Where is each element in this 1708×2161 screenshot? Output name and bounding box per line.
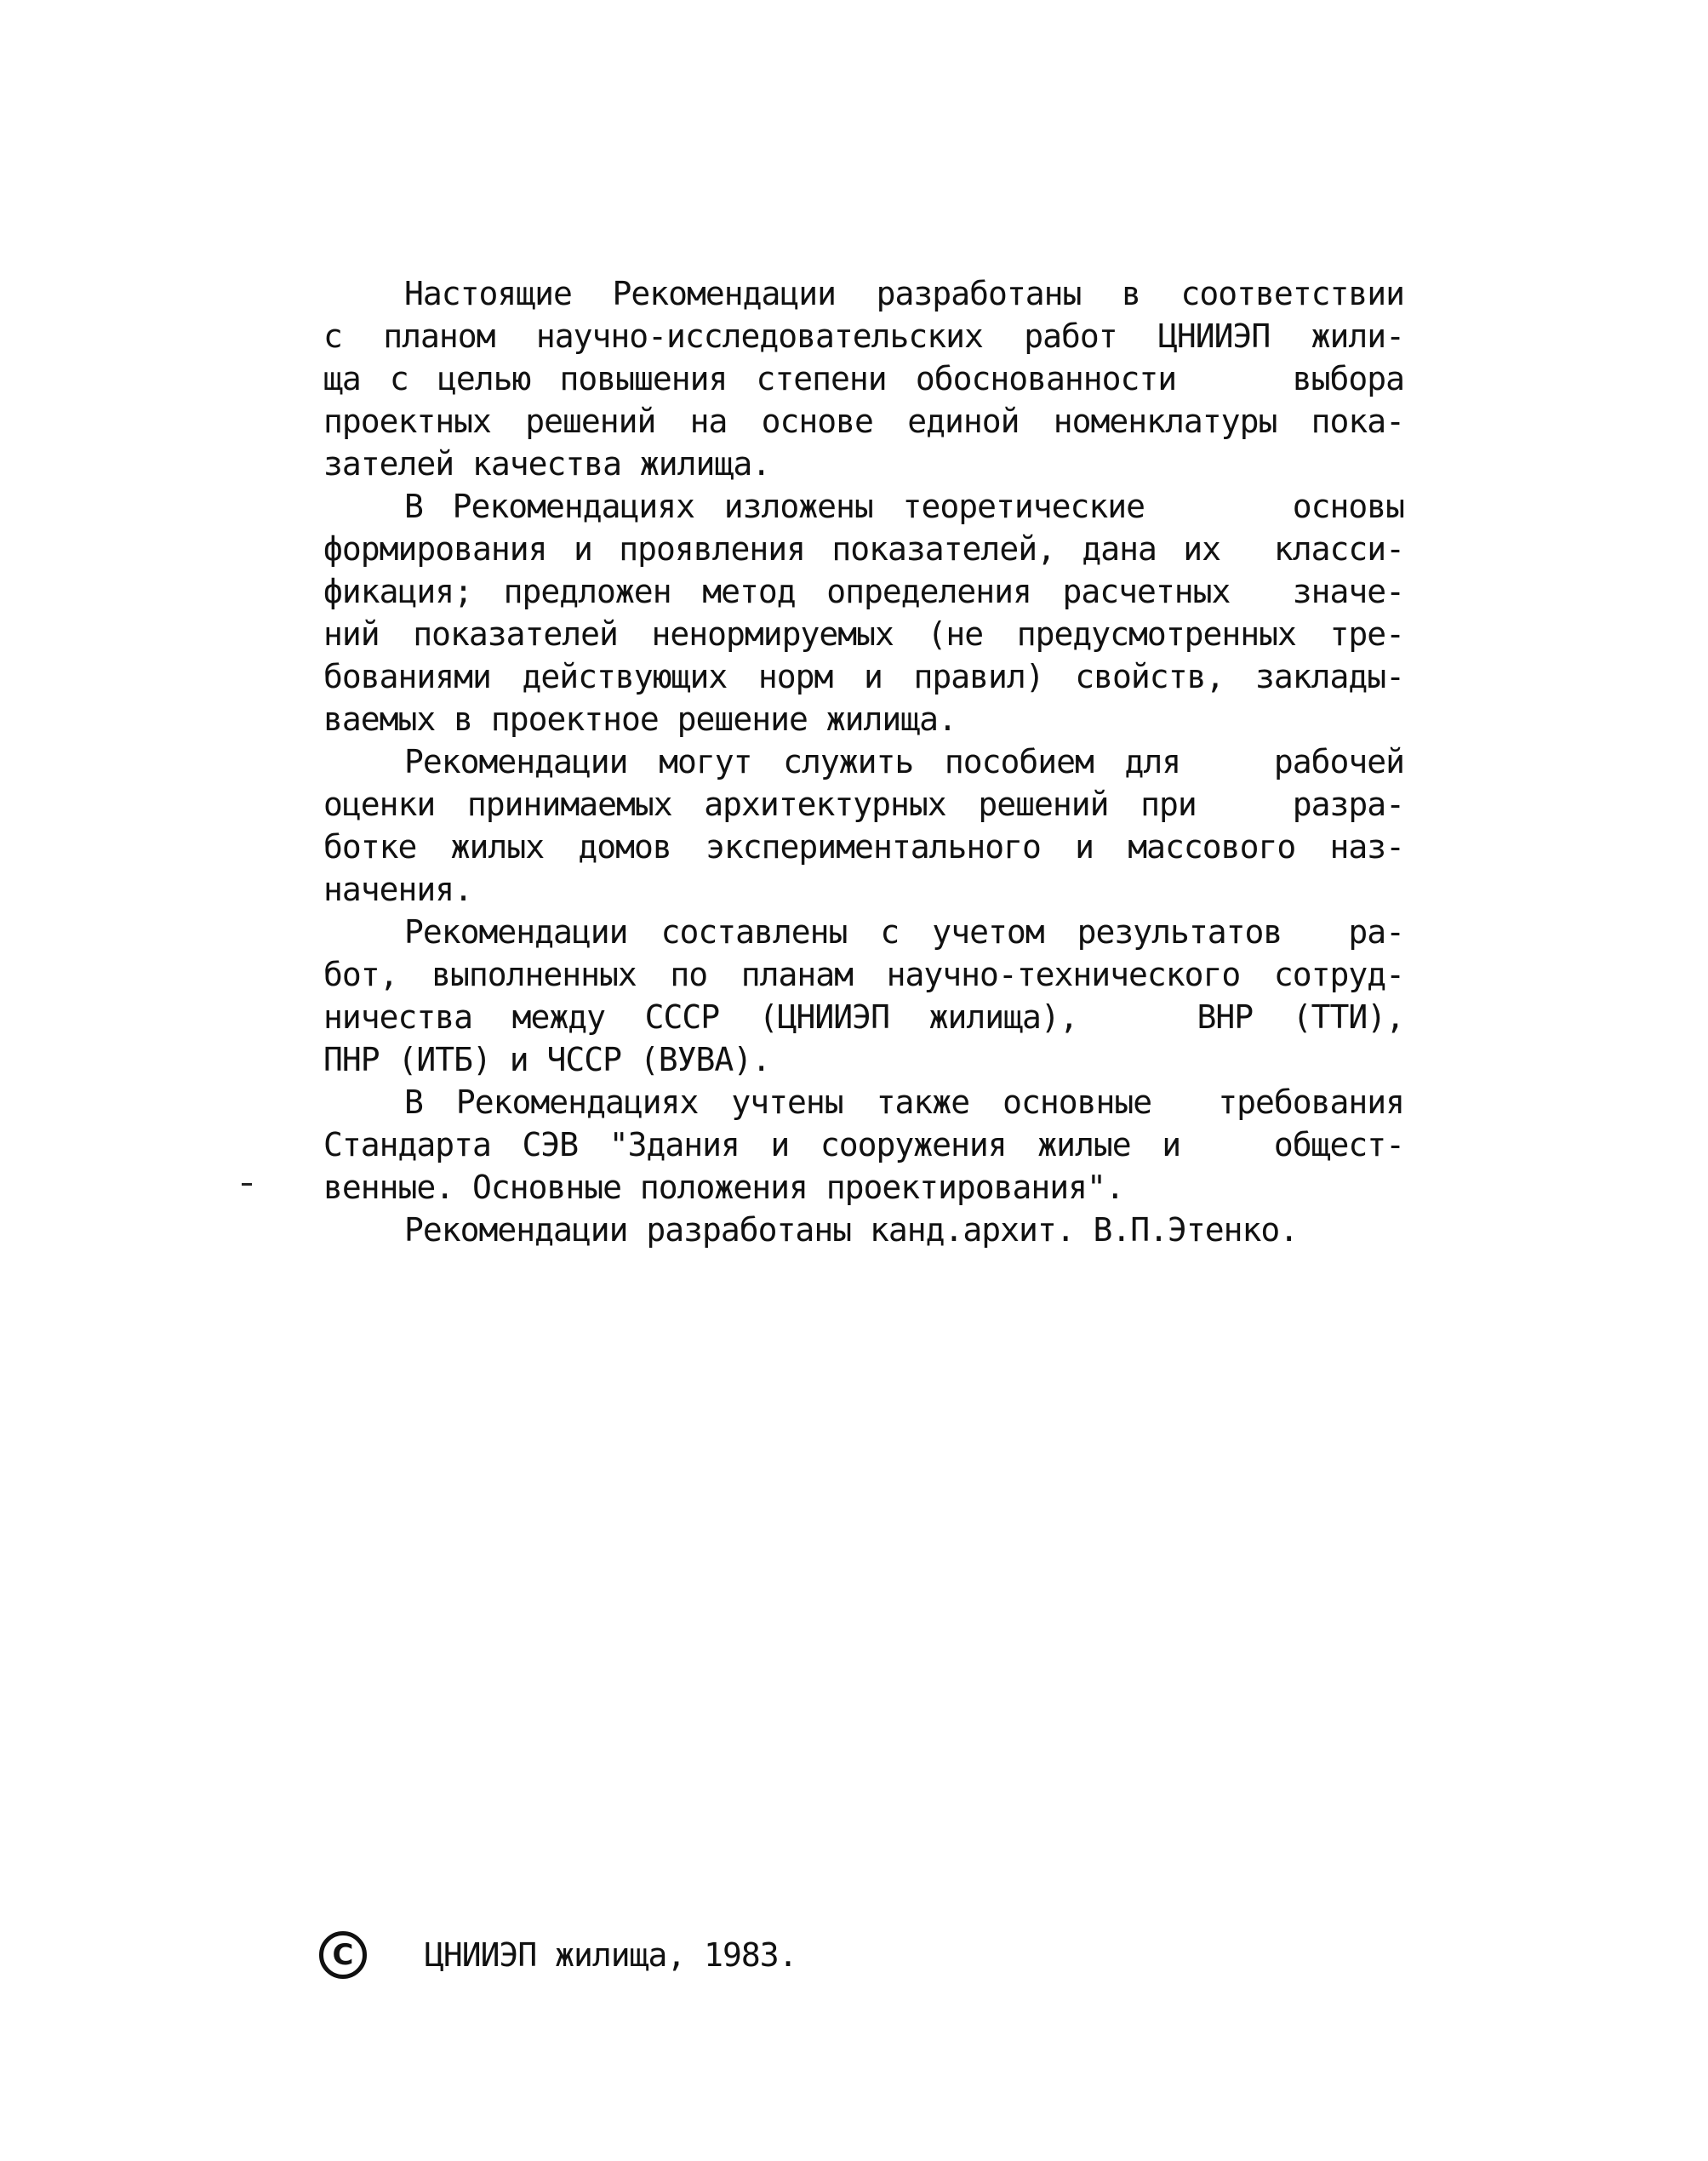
text-line: формирования и проявления показателей, дана их класси- xyxy=(323,530,1404,568)
text-line: зателей качества жилища. xyxy=(323,445,771,483)
text-line: Рекомендации могут служить пособием для рабочей xyxy=(404,743,1404,780)
text-line: Стандарта СЭВ "Здания и сооружения жилые и общест- xyxy=(323,1126,1404,1163)
copyright-icon: C xyxy=(319,1931,367,1979)
main-text xyxy=(323,272,1404,1251)
text-line: ничества между СССР (ЦНИИЭП жилища), ВНР (ТТИ), xyxy=(323,998,1404,1036)
text-line: В Рекомендациях изложены теоретические основы xyxy=(404,488,1404,525)
text-line: ПНР (ИТБ) и ЧССР (ВУВА). xyxy=(323,1041,771,1078)
copyright-text: ЦНИИЭП жилища, 1983. xyxy=(425,1936,797,1974)
text-line: бот, выполненных по планам научно-технического сотруд- xyxy=(323,956,1404,993)
copyright-footer xyxy=(319,1925,797,1985)
text-line: ваемых в проектное решение жилища. xyxy=(323,700,957,738)
text-line: венные. Основные положения проектирования". xyxy=(323,1169,1124,1206)
text-line: ний показателей ненормируемых (не предусмотренных тре- xyxy=(323,615,1404,653)
text-line: с планом научно-исследовательских работ ЦНИИЭП жили- xyxy=(323,317,1404,355)
text-line: ща с целью повышения степени обоснованности выбора xyxy=(323,360,1404,397)
text-line: В Рекомендациях учтены также основные требования xyxy=(404,1083,1404,1121)
text-line: Настоящие Рекомендации разработаны в соответствии xyxy=(404,275,1404,312)
text-line: проектных решений на основе единой номенклатуры пока- xyxy=(323,403,1404,440)
text-line: Рекомендации разработаны канд.архит. В.П.Этенко. xyxy=(404,1211,1299,1249)
text-line: бованиями действующих норм и правил) свойств, заклады- xyxy=(323,658,1404,695)
text-line: ботке жилых домов экспериментального и массового наз- xyxy=(323,828,1404,866)
margin-mark xyxy=(242,1183,252,1186)
text-line: Рекомендации составлены с учетом результатов ра- xyxy=(404,913,1404,951)
text-line: начения. xyxy=(323,871,473,908)
text-line: оценки принимаемых архитектурных решений при разра- xyxy=(323,786,1404,823)
text-line: фикация; предложен метод определения расчетных значе- xyxy=(323,573,1404,610)
